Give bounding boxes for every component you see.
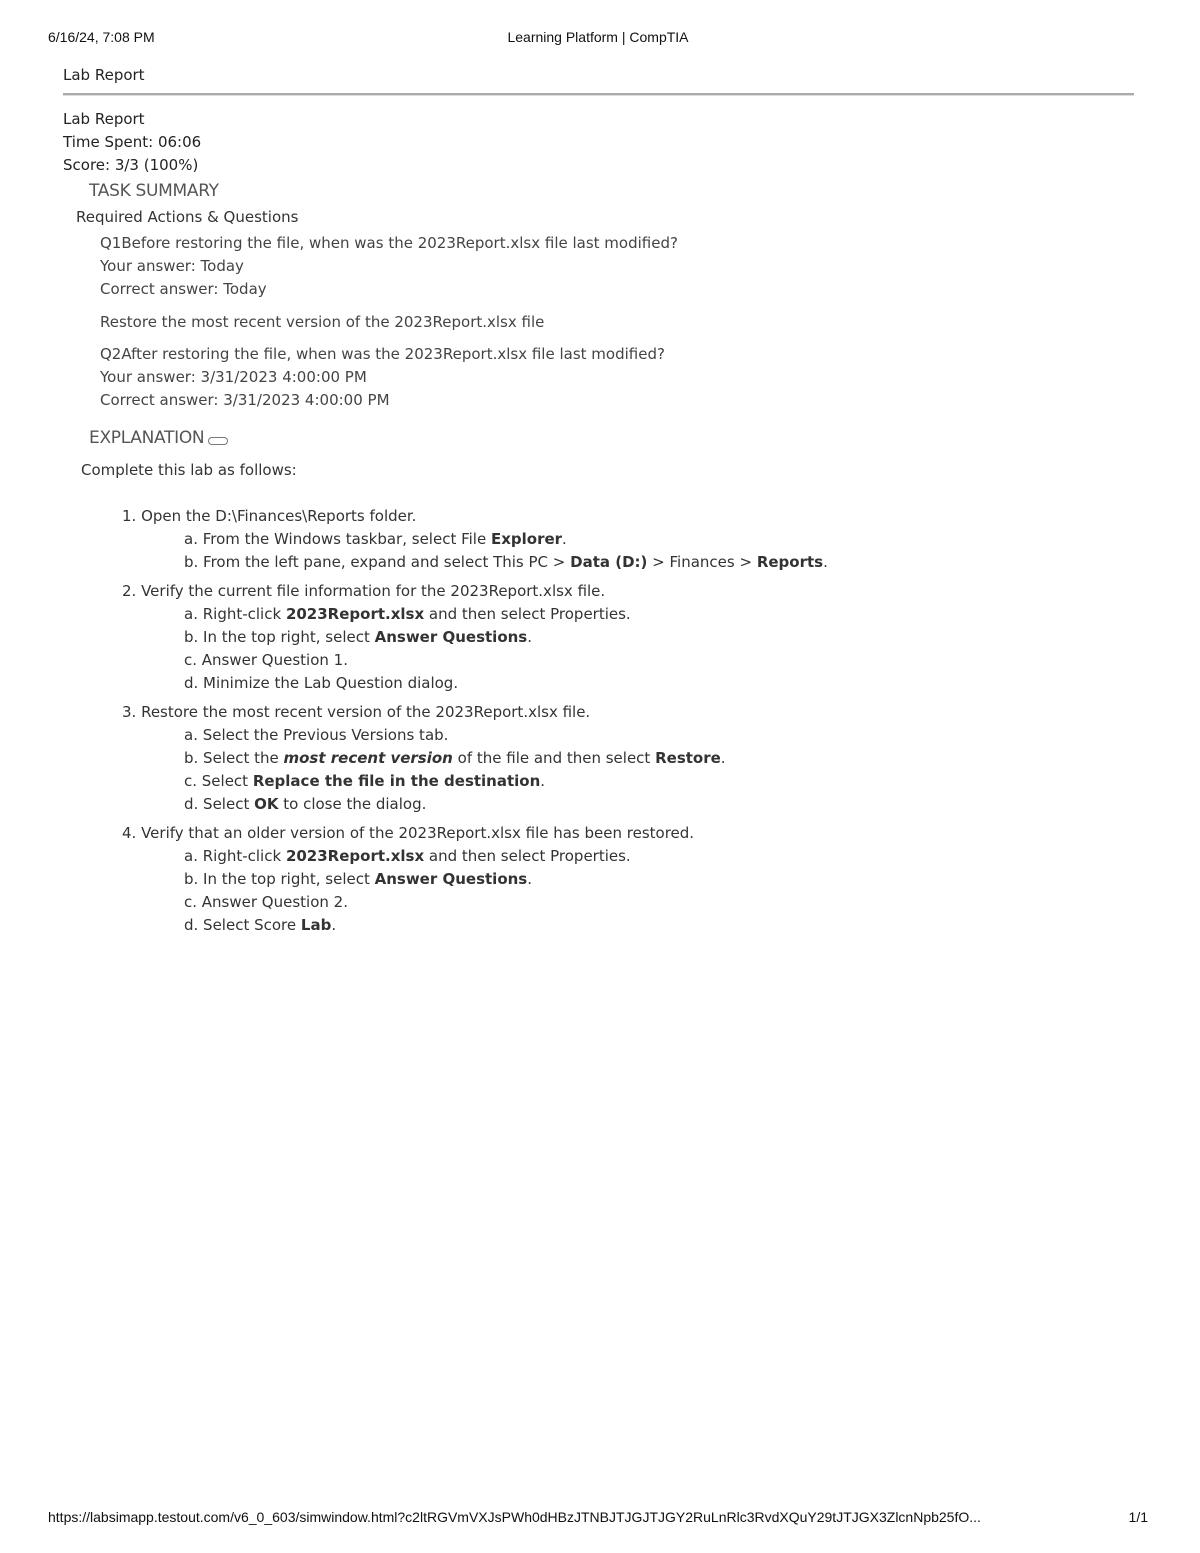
step-2b: b. In the top right, select Answer Questions. bbox=[184, 628, 533, 646]
required-action-text: Restore the most recent version of the 2023Report.xlsx file bbox=[100, 313, 545, 331]
report-title: Lab Report bbox=[63, 110, 145, 128]
required-actions-title: Required Actions & Questions bbox=[76, 208, 299, 226]
print-url: https://labsimapp.testout.com/v6_0_603/simwindow.html?c2ltRGVmVXJsPWh0dHBzJTNBJTJGJTJGY2RuLnRlc3RvdXQuY29tJTJGX3ZlcnNpb25fO... bbox=[48, 1509, 981, 1525]
step-1-text: 1. Open the D:\Finances\Reports folder. bbox=[122, 507, 417, 525]
step-3a: a. Select the Previous Versions tab. bbox=[184, 726, 449, 744]
print-page-number: 1/1 bbox=[1128, 1509, 1148, 1525]
question-2-your-answer: Your answer: 3/31/2023 4:00:00 PM bbox=[100, 368, 367, 386]
explanation-title: EXPLANATION bbox=[89, 428, 205, 448]
step-3d: d. Select OK to close the dialog. bbox=[184, 795, 427, 813]
step-4c: c. Answer Question 2. bbox=[184, 893, 348, 911]
step-2d: d. Minimize the Lab Question dialog. bbox=[184, 674, 459, 692]
step-4-text: 4. Verify that an older version of the 2023Report.xlsx file has been restored. bbox=[122, 824, 695, 842]
step-4b: b. In the top right, select Answer Questions. bbox=[184, 870, 533, 888]
explanation-intro: Complete this lab as follows: bbox=[81, 461, 297, 479]
step-1 bbox=[122, 505, 828, 574]
required-action bbox=[100, 311, 544, 334]
explanation-steps bbox=[122, 505, 828, 943]
step-3-text: 3. Restore the most recent version of the 2023Report.xlsx file. bbox=[122, 703, 591, 721]
time-spent: Time Spent: 06:06 bbox=[63, 133, 202, 151]
task-summary-title: TASK SUMMARY bbox=[89, 181, 219, 201]
question-2-correct-answer: Correct answer: 3/31/2023 4:00:00 PM bbox=[100, 391, 390, 409]
step-1b: b. From the left pane, expand and select This PC > Data (D:) > Finances > Reports. bbox=[184, 553, 828, 571]
question-1-your-answer: Your answer: Today bbox=[100, 257, 244, 275]
step-3b: b. Select the most recent version of the file and then select Restore. bbox=[184, 749, 726, 767]
step-2 bbox=[122, 580, 828, 695]
print-header bbox=[48, 29, 1148, 47]
step-3 bbox=[122, 701, 828, 816]
explanation-header bbox=[89, 428, 228, 448]
print-footer bbox=[48, 1509, 1148, 1527]
question-1-text: Q1Before restoring the file, when was the 2023Report.xlsx file last modified? bbox=[100, 234, 678, 252]
print-datetime: 6/16/24, 7:08 PM bbox=[48, 29, 155, 45]
step-2-text: 2. Verify the current file information for the 2023Report.xlsx file. bbox=[122, 582, 606, 600]
question-1 bbox=[100, 232, 678, 301]
explanation-toggle-icon[interactable] bbox=[208, 437, 228, 445]
step-4 bbox=[122, 822, 828, 937]
step-1a: a. From the Windows taskbar, select File Explorer. bbox=[184, 530, 567, 548]
header-divider bbox=[63, 93, 1134, 96]
question-2-text: Q2After restoring the file, when was the 2023Report.xlsx file last modified? bbox=[100, 345, 665, 363]
step-2c: c. Answer Question 1. bbox=[184, 651, 348, 669]
print-page-title: Learning Platform | CompTIA bbox=[507, 29, 689, 45]
question-2 bbox=[100, 343, 665, 412]
page-heading: Lab Report bbox=[63, 66, 145, 84]
step-2a: a. Right-click 2023Report.xlsx and then select Properties. bbox=[184, 605, 631, 623]
question-1-correct-answer: Correct answer: Today bbox=[100, 280, 267, 298]
report-meta bbox=[63, 108, 201, 177]
step-4a: a. Right-click 2023Report.xlsx and then select Properties. bbox=[184, 847, 631, 865]
score: Score: 3/3 (100%) bbox=[63, 156, 199, 174]
step-4d: d. Select Score Lab. bbox=[184, 916, 337, 934]
step-3c: c. Select Replace the file in the destination. bbox=[184, 772, 546, 790]
